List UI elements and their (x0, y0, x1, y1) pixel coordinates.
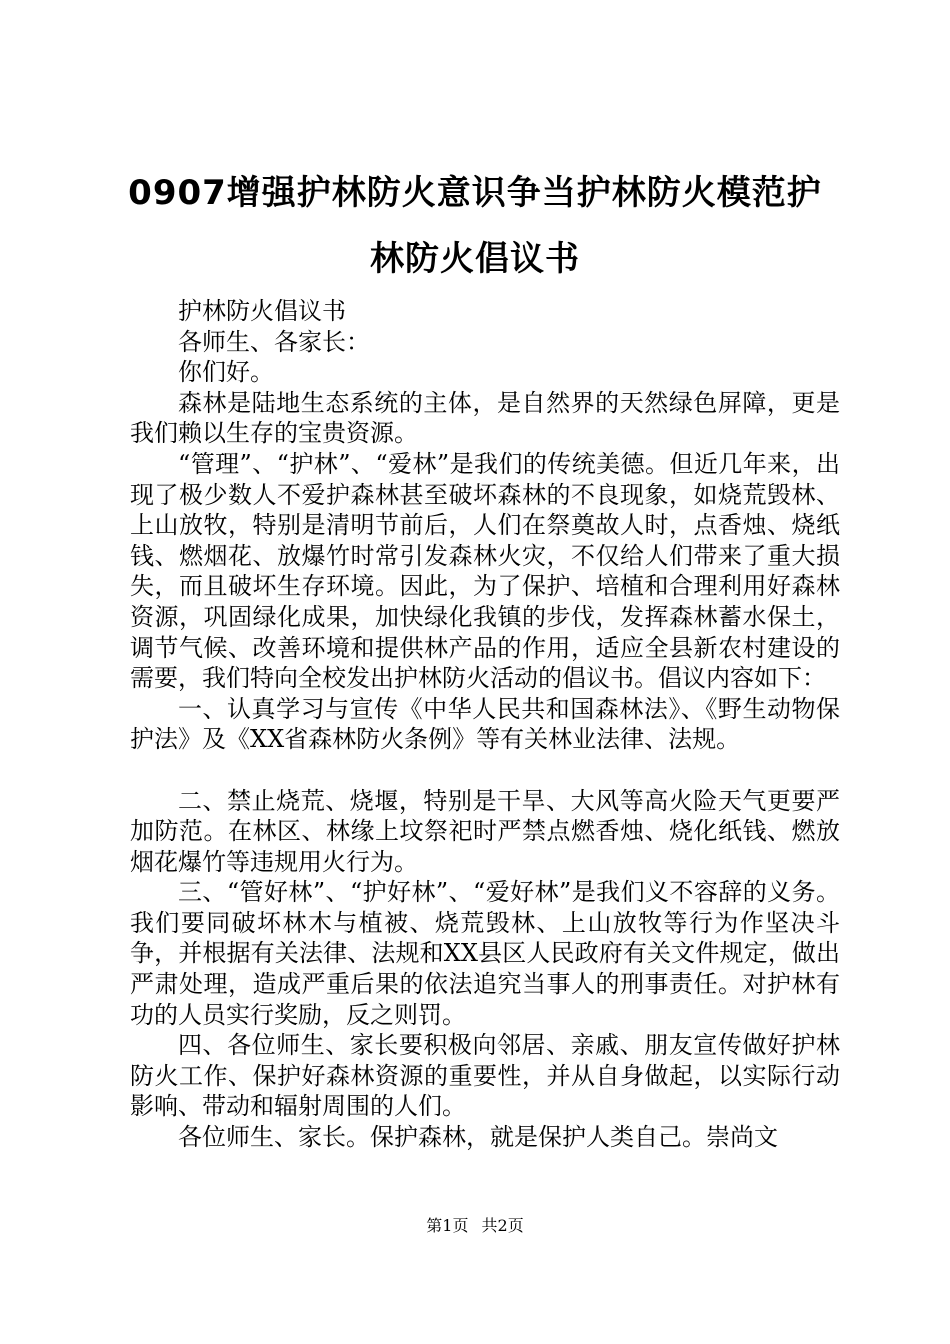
document-body (130, 296, 840, 1153)
paragraph-item-2: 二、禁止烧荒、烧堰，特别是干旱、大风等高火险天气更要严加防范。在林区、林缘上坟祭祀时严禁点燃香烛、烧化纸钱、燃放烟花爆竹等违规用火行为。 (130, 786, 840, 876)
document-title (0, 160, 950, 292)
paragraph-closing: 各位师生、家长。保护森林，就是保护人类自己。崇尚文 (178, 1123, 778, 1152)
page-total: 共2页 (481, 1216, 524, 1235)
paragraph-salutation: 各师生、各家长： (178, 327, 370, 356)
page-footer (0, 1216, 950, 1236)
title-line-2: 林防火倡议书 (370, 239, 580, 279)
title-line-1: 0907增强护林防火意识争当护林防火模范护 (128, 173, 822, 213)
paragraph-item-3: 三、“管好林”、“护好林”、“爱好林”是我们义不容辞的义务。我们要同破坏林木与植被、烧荒毁林、上山放牧等行为作坚决斗争，并根据有关法律、法规和XX县区人民政府有关文件规定，做出严肃处理，造成严重后果的依法追究当事人的刑事责任。对护林有功的人员实行奖励，反之则罚。 (130, 878, 840, 1029)
paragraph-item-4: 四、各位师生、家长要积极向邻居、亲戚、朋友宣传做好护林防火工作、保护好森林资源的重要性，并从自身做起，以实际行动影响、带动和辐射周围的人们。 (130, 1031, 840, 1121)
paragraph-intro: 森林是陆地生态系统的主体，是自然界的天然绿色屏障，更是我们赖以生存的宝贵资源。 (130, 388, 840, 448)
page-number: 第1页 (426, 1216, 469, 1235)
paragraph-heading: 护林防火倡议书 (178, 297, 346, 325)
paragraph-greeting: 你们好。 (178, 358, 274, 387)
paragraph-background: “管理”、“护林”、“爱林”是我们的传统美德。但近几年来，出现了极少数人不爱护森林甚至破坏森林的不良现象，如烧荒毁林、上山放牧，特别是清明节前后，人们在祭奠故人时，点香烛、烧纸钱、燃烟花、放爆竹时常引发森林火灾，不仅给人们带来了重大损失，而且破坏生存环境。因此，为了保护、培植和合理利用好森林资源，巩固绿化成果，加快绿化我镇的步伐，发挥森林蓄水保土，调节气候、改善环境和提供林产品的作用，适应全县新农村建设的需要，我们特向全校发出护林防火活动的倡议书。倡议内容如下： (130, 449, 840, 693)
paragraph-item-1: 一、认真学习与宣传《中华人民共和国森林法》、《野生动物保护法》及《XX省森林防火条例》等有关林业法律、法规。 (130, 694, 840, 754)
